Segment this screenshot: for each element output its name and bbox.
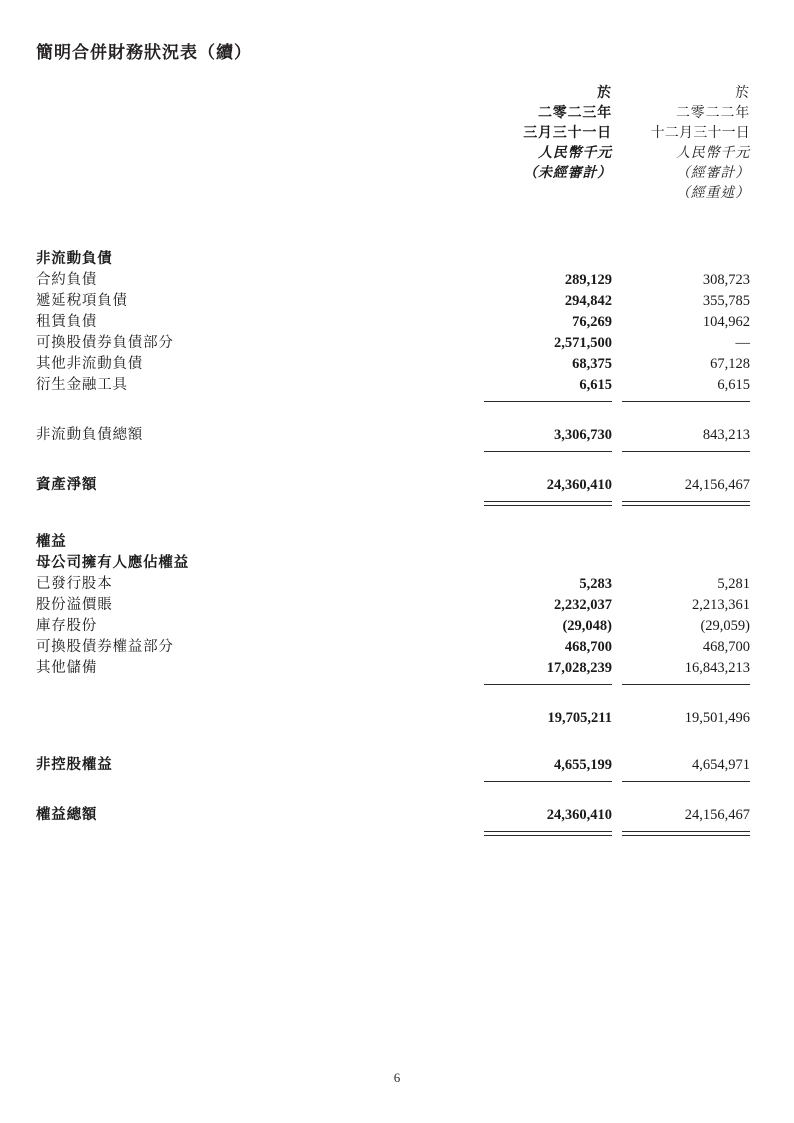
row-value-col1: 68,375 — [572, 356, 612, 372]
net-assets-row — [36, 475, 750, 496]
double-rule-col1 — [484, 831, 612, 836]
col1-header-audit-status: （未經審計） — [523, 166, 612, 181]
equity-subtotal-row — [36, 708, 750, 729]
row-label: 庫存股份 — [36, 618, 98, 634]
col2-header-audit-status: （經審計） — [676, 166, 750, 181]
row-value-col2: 468,700 — [702, 639, 750, 655]
row-value-col1: 294,842 — [564, 293, 612, 309]
col1-header-currency: 人民幣千元 — [538, 146, 612, 161]
total-row-noncurrent-liabilities — [36, 425, 750, 446]
total-equity-value-col1: 24,360,410 — [546, 807, 612, 823]
minority-interest-row — [36, 755, 750, 776]
col2-header-line1: 於 — [735, 86, 750, 101]
double-rule-col2 — [622, 501, 750, 506]
table-header-row-4 — [36, 144, 750, 164]
col1-header-line2: 二零二三年 — [538, 106, 612, 121]
total-value-col2: 843,213 — [702, 427, 750, 443]
section-heading-label: 權益 — [36, 534, 67, 550]
total-equity-value-col2: 24,156,467 — [684, 807, 750, 823]
row-label: 股份溢價賬 — [36, 597, 113, 613]
row-value-col1: 468,700 — [564, 639, 612, 655]
rule-col1 — [484, 401, 612, 402]
row-value-col2: 5,281 — [717, 576, 750, 592]
double-rule-col1 — [484, 501, 612, 506]
rule-col1 — [484, 684, 612, 685]
row-value-col2: 104,962 — [702, 314, 750, 330]
row-label: 租賃負債 — [36, 314, 98, 330]
table-row — [36, 574, 750, 595]
section-heading-noncurrent-liabilities — [36, 249, 750, 270]
table-header-row-2 — [36, 104, 750, 124]
row-value-col1: 5,283 — [579, 576, 612, 592]
row-label: 已發行股本 — [36, 576, 113, 592]
table-header-row-1 — [36, 84, 750, 104]
header-body-spacer-2 — [36, 228, 750, 249]
row-label: 可換股債券權益部分 — [36, 639, 174, 655]
page-title: 簡明合併財務狀況表（續） — [36, 43, 252, 63]
row-value-col1: (29,048) — [562, 618, 612, 634]
net-assets-value-col1: 24,360,410 — [546, 477, 612, 493]
table-row — [36, 375, 750, 396]
row-label: 可換股債券負債部分 — [36, 335, 174, 351]
row-value-col2: (29,059) — [700, 618, 750, 634]
net-assets-label: 資產淨額 — [36, 477, 98, 493]
row-value-col2: — — [735, 335, 750, 351]
row-value-col2: 16,843,213 — [684, 660, 750, 676]
section-subheading-parent-equity — [36, 553, 750, 574]
header-body-spacer — [36, 204, 750, 228]
row-label: 遞延稅項負債 — [36, 293, 128, 309]
table-row — [36, 595, 750, 616]
rule-col2 — [622, 451, 750, 452]
total-label: 非流動負債總額 — [36, 427, 144, 443]
table-row — [36, 270, 750, 291]
col2-header-restated: （經重述） — [676, 186, 750, 201]
total-equity-label: 權益總額 — [36, 807, 98, 823]
rule-col2 — [622, 781, 750, 782]
subtotal-value-col2: 19,501,496 — [684, 710, 750, 726]
table-header-row-6 — [36, 184, 750, 204]
col1-header-line1: 於 — [597, 86, 612, 101]
col2-header-line2: 二零二二年 — [676, 106, 750, 121]
rule-col2 — [622, 401, 750, 402]
total-value-col1: 3,306,730 — [554, 427, 612, 443]
rule-col2 — [622, 684, 750, 685]
row-value-col2: 2,213,361 — [692, 597, 750, 613]
col2-header-line3: 十二月三十一日 — [650, 126, 750, 141]
table-row — [36, 637, 750, 658]
row-label: 其他儲備 — [36, 660, 98, 676]
row-value-col1: 76,269 — [572, 314, 612, 330]
table-header-row-3 — [36, 124, 750, 144]
minority-interest-label: 非控股權益 — [36, 757, 113, 773]
minority-interest-value-col2: 4,654,971 — [692, 757, 750, 773]
double-rule-col2 — [622, 831, 750, 836]
table-row — [36, 658, 750, 679]
row-value-col1: 2,571,500 — [554, 335, 612, 351]
section-subheading-label: 母公司擁有人應佔權益 — [36, 555, 189, 571]
minority-interest-value-col1: 4,655,199 — [554, 757, 612, 773]
row-value-col1: 2,232,037 — [554, 597, 612, 613]
row-label: 衍生金融工具 — [36, 377, 128, 393]
subtotal-value-col1: 19,705,211 — [547, 710, 612, 726]
net-assets-value-col2: 24,156,467 — [684, 477, 750, 493]
row-value-col2: 6,615 — [717, 377, 750, 393]
row-value-col1: 17,028,239 — [546, 660, 612, 676]
row-label: 其他非流動負債 — [36, 356, 144, 372]
col1-header-line3: 三月三十一日 — [523, 126, 612, 141]
row-label: 合約負債 — [36, 272, 98, 288]
row-value-col2: 355,785 — [702, 293, 750, 309]
table-row — [36, 291, 750, 312]
row-value-col2: 67,128 — [710, 356, 750, 372]
table-row — [36, 333, 750, 354]
row-value-col1: 6,615 — [579, 377, 612, 393]
rule-col1 — [484, 451, 612, 452]
col2-header-currency: 人民幣千元 — [676, 146, 750, 161]
section-heading-equity — [36, 532, 750, 553]
rule-col1 — [484, 781, 612, 782]
row-value-col1: 289,129 — [564, 272, 612, 288]
table-row — [36, 354, 750, 375]
financial-statement-table — [36, 84, 750, 831]
page-number: 6 — [393, 1070, 401, 1085]
table-row — [36, 312, 750, 333]
table-header-row-5 — [36, 164, 750, 184]
section-heading-label: 非流動負債 — [36, 251, 113, 267]
row-value-col2: 308,723 — [702, 272, 750, 288]
total-equity-row — [36, 805, 750, 826]
table-row — [36, 616, 750, 637]
